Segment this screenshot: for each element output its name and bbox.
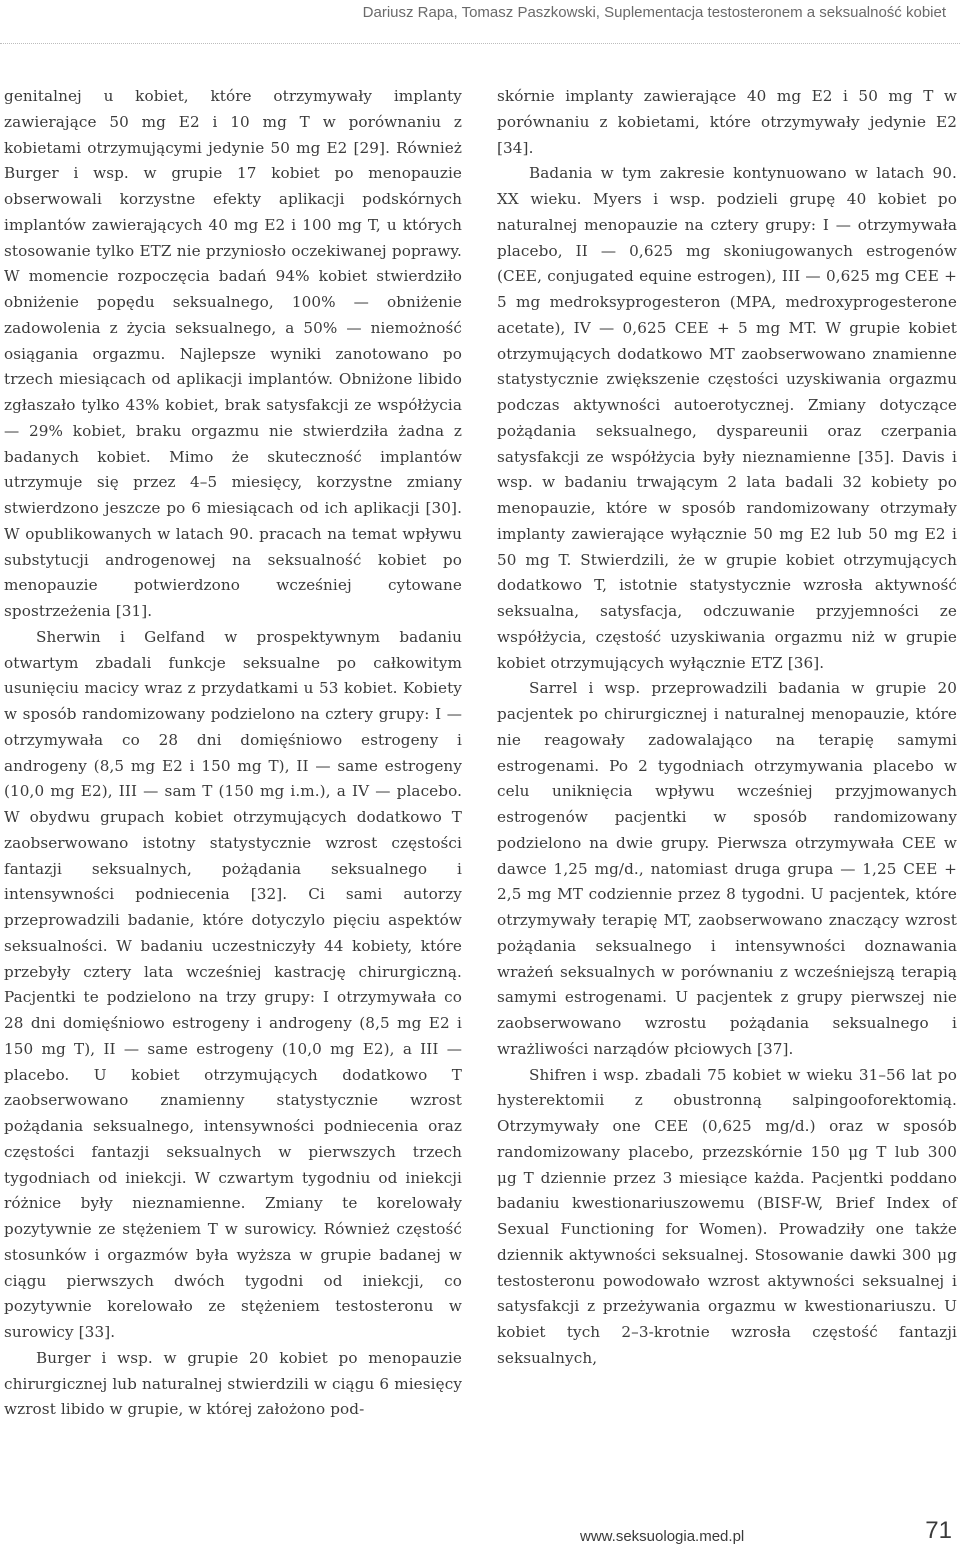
paragraph: Sherwin i Gelfand w prospektywnym badaniu otwartym zbadali funkcje seksualne po całkowitym usunięciu macicy wraz z przydatkami u 53 kobiet. Kobiety w sposób randomizowany podzielono na cztery grupy: I — otrzymywała co 28 dni domięśniowo estrogeny i androgeny (8,5 mg E2 i 150 mg T), II — same estrogeny (10,0 mg E2), III — sam T (150 mg i.m.), a IV — placebo. W obydwu grupach kobiet otrzymujących dodatkowo T zaobserwowano istotny statystycznie wzrost częstości fantazji seksualnych, pożądania seksualnego i intensywności podniecenia [32]. Ci sami autorzy przeprowadzili badanie, które dotyczylo pięciu aspektów seksualności. W badaniu uczestniczyły 44 kobiety, które przebyły cztery lata wcześniej kastrację chirurgiczną. Pacjentki te podzielono na trzy grupy: I otrzymywała co 28 dni domięśniowo estrogeny i androgeny (8,5 mg E2 i 150 mg T), II — same estrogeny (10,0 mg E2), a III — placebo. U kobiet otrzymujących dodatkowo T zaobserwowano znamienny statystycznie wzrost pożądania seksualnego, intensywności podniecenia oraz częstości fantazji seksualnych w pierwszych trzech tygodniach od iniekcji. W czwartym tygodniu od iniekcji różnice były nieznamienne. Zmiany te korelowały pozytywnie ze stężeniem T w surowicy. Również częstość stosunków i orgazmów była wyższa w grupie badanej w ciągu pierwszych dwóch tygodni od iniekcji, co pozytywnie korelowało ze stężeniem testosteronu w surowicy [33]. xyxy=(4,627,462,1341)
paragraph: Sarrel i wsp. przeprowadzili badania w grupie 20 pacjentek po chirurgicznej i naturalnej menopauzie, które nie reagowały zadowalająco na terapię samymi estrogenami. Po 2 tygodniach otrzymywania placebo w celu uniknięcia wpływu wcześniej przyjmowanych estrogenów pacjentki w sposób randomizowany podzielono na dwie grupy. Pierwsza otrzymywała CEE w dawce 1,25 mg/d., natomiast druga grupa — 1,25 CEE + 2,5 mg MT codziennie przez 8 tygodni. U pacjentek, które otrzymywały terapię MT, zaobserwowano znaczący wzrost pożądania seksualnego i intensywności doznawania wrażeń seksualnych w porównaniu z wcześniejszą terapią samymi estrogenami. U pacjentek z grupy pierwszej nie zaobserwowano wzrostu pożądania seksualnego i wrażliwości narządów płciowych [37]. xyxy=(497,679,957,1058)
paragraph: Shifren i wsp. zbadali 75 kobiet w wieku 31–56 lat po hysterektomii z obustronną salpingooforektomią. Otrzymywały one CEE (0,625 mg/d.) oraz w sposób randomizowany placebo, przezskórnie 150 μg T lub 300 μg T dziennie przez 3 miesiące każda. Pacjentki poddano badaniu kwestionariuszowemu (BISF-W, Brief Index of Sexual Functioning for Women). Prowadziły one także dziennik aktywności seksualnej. Stosowanie dawki 300 μg testosteronu powodowało wzrost aktywności seksualnej i satysfakcji z przeżywania orgazmu w kwestionariuszu. U kobiet tych 2–3-krotnie wzrosła częstość fantazji seksualnych, xyxy=(497,1065,957,1367)
left-text-column xyxy=(4,84,462,1423)
header-divider xyxy=(0,43,960,44)
footer-website: www.seksuologia.med.pl xyxy=(580,1528,745,1545)
paragraph: Badania w tym zakresie kontynuowano w latach 90. XX wieku. Myers i wsp. podzieli grupę 40 kobiet po naturalnej menopauzie na cztery grupy: I — otrzymywała placebo, II — 0,625 mg skoniugowanych estrogenów (CEE, conjugated equine estrogen), III — 0,625 mg CEE + 5 mg medroksyprogesteron (MPA, medroxyprogesterone acetate), IV — 0,625 CEE + 5 mg MT. W grupie kobiet otrzymujących dodatkowo MT zaobserwowano znamienne statystycznie zwiększenie częstości uzyskiwania orgazmu podczas aktywności autoerotycznej. Zmiany dotyczące pożądania seksualnego, dyspareunii oraz czerpania satysfakcji ze współżycia były nieznamienne [35]. Davis i wsp. w badaniu trwającym 2 lata badali 32 kobiety po menopauzie, które w sposób randomizowany otrzymały implanty zawierające wyłącznie 50 mg E2 lub 50 mg E2 i 50 mg T. Stwierdzili, że w grupie kobiet otrzymujących dodatkowo T, istotnie statystycznie wzrosła aktywność seksualna, satysfacja, odczuwanie przyjemności ze współżycia, częstość uzyskiwania orgazmu niż w grupie kobiet otrzymujących wyłącznie ETZ [36]. xyxy=(497,164,957,672)
right-text-column xyxy=(497,84,957,1372)
paragraph: Burger i wsp. w grupie 20 kobiet po menopauzie chirurgicznej lub naturalnej stwierdzili w ciągu 6 miesięcy wzrost libido w grupie, w której założono pod- xyxy=(4,1348,462,1419)
header-authors: Dariusz Rapa, Tomasz Paszkowski, xyxy=(362,4,605,21)
page-number: 71 xyxy=(925,1517,952,1544)
running-header xyxy=(14,4,946,21)
paragraph: genitalnej u kobiet, które otrzymywały implanty zawierające 50 mg E2 i 10 mg T w porównaniu z kobietami otrzymującymi jedynie 50 mg E2 [29]. Również Burger i wsp. w grupie 17 kobiet po menopauzie obserwowali korzystne efekty aplikacji podskórnych implantów zawierających 40 mg E2 i 100 mg T, u których stosowanie tylko ETZ nie przyniosło oczekiwanej poprawy. W momencie rozpoczęcia badań 94% kobiet stwierdziło obniżenie popędu seksualnego, 100% — obniżenie zadowolenia z życia seksualnego, a 50% — niemożność osiągania orgazmu. Najlepsze wyniki zanotowano po trzech miesiącach od aplikacji implantów. Obniżone libido zgłaszało tylko 43% kobiet, brak satysfakcji ze współżycia — 29% kobiet, braku orgazmu nie stwierdziła żadna z badanych kobiet. Mimo że skuteczność implantów utrzymuje się przez 4–5 miesięcy, korzystne zmiany stwierdzono jeszcze po 6 miesiącach od ich aplikacji [30]. W opublikowanych w latach 90. pracach na temat wpływu substytucji androgenowej na seksualność kobiet po menopauzie potwierdzono wcześniej cytowane spostrzeżenia [31]. xyxy=(4,87,462,620)
paragraph: skórnie implanty zawierające 40 mg E2 i 50 mg T w porównaniu z kobietami, które otrzymywały jedynie E2 [34]. xyxy=(497,87,957,157)
header-article-title: Suplementacja testosteronem a seksualność kobiet xyxy=(604,4,946,21)
